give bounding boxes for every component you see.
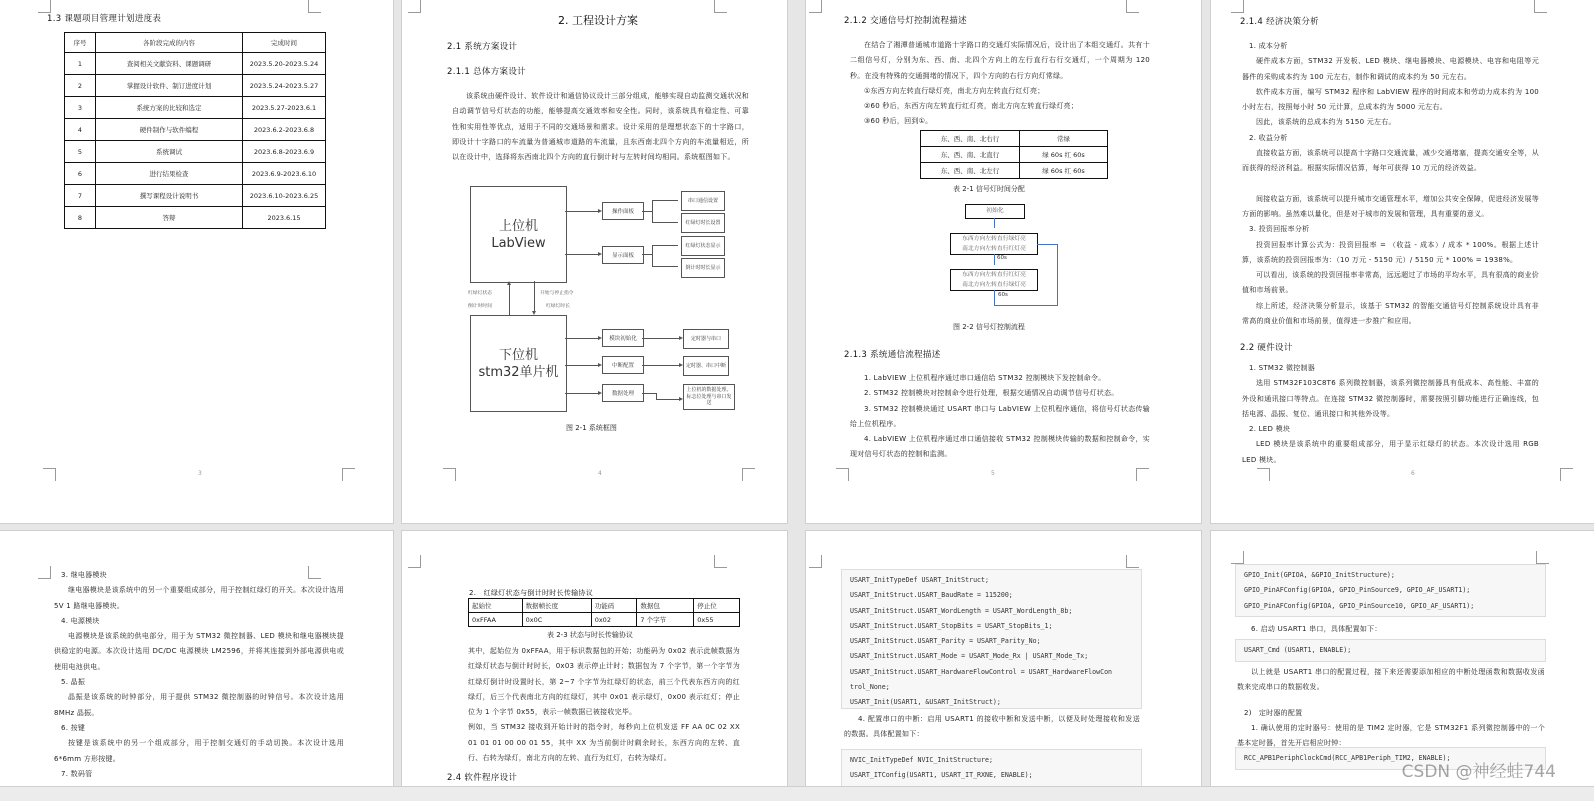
section-heading: 1.3 课题项目管理计划进度表 [47,14,162,24]
code-block-usart-cmd: USART_Cmd (USART1, ENABLE); [1235,639,1546,662]
arrow-down-icon [532,311,536,315]
connector-line [652,222,678,223]
margin-corner [1560,468,1573,481]
arrow-up-icon [507,281,511,285]
document-page-4 [1211,0,1594,523]
body-paragraph: 1. STM32 微控制器 选用 STM32F103C8T6 系列微控制器，该系列微控制器具有低成本、高性能、丰富的外设和通讯接口等特点。在连接 STM32 微控制器时，需要按照引脚功能进行正确连线，包括电源、晶振、复位、通讯接口和其他外设等。 2. LED 模块 LED 模块是该系统中的重要组成部分，用于显示红绿灯的状态。本次设计选用 RGB LED 模块。 [1242,364,1539,464]
margin-corner [1231,0,1244,13]
table-row: 东、西、南、北直行 绿 60s 红 60s [921,147,1108,163]
body-paragraph: 1. 成本分析 硬件成本方面，STM32 开发板、LED 模块、继电器模块、电源模块、电容和电阻等元器件的采购成本约为 100 元左右，制作和调试的成本约为 50 元左右。 软件成本方面，编写 STM32 程序和 LabVIEW 程序的时间成本和劳动力成本约为 100 小时左右，按照每小时 50 元计算，总成本约为 5000 元左右。 因此，该系统的总成本约为 5150 元左右。 2. 收益分析 直接收益方面，该系统可以提高十字路口交通流量，减少交通堵塞，提高交通安全等，从而获得的经济利益。根据实际情况估算，每年可获得 10 万元的经济效益。 间接收益方面，该系统可以提升城市交通管理水平，增加公共安全保障，促进经济发展等方面的影响。虽然难以量化，但是对于城市的发展和管理，具有重要的意义。 3. 投资回报率分析 投资回报率计算公式为：投资回报率 = （收益 - 成本）/ 成本 * 100%。根据上述计算，该系统的投资回报率为：（10 万元 - 5150 元）/ 5150 元 * 100% = 1938%。 可以看出，该系统的投资回报率非常高，远远超过了市场的平均水平，具有很高的商业价值和市场前景。 综上所述，经济决策分析显示，该基于 STM32 的智能交通信号灯控制系统设计具有非常高的商业价值和市场前景，值得进一步推广和应用。 [1242,42,1539,326]
code-block-rcc: RCC_APB1PeriphClockCmd(RCC_APB1Periph_TIM2, ENABLE); [1235,747,1546,770]
body-paragraph: 该系统由硬件设计、软件设计和通信协议设计三部分组成，能够实现自动监测交通状况和自动调节信号灯状态的功能，能够提高交通效率和安全性。同时，该系统具有稳定性、可靠性和实用性等优点，适用于不同的交通场景和需求。设计采用的是理想状态下的十字路口，即设计十字路口的车流量为普通城市道路的车流量，且东西南北四个方向的车流量相近，所以在设计中，选择将东西南北四个方向的直行倒计时与左转时间均相同。系统框图如下。 [452,92,749,162]
connector-line [652,245,653,267]
margin-corner [1231,551,1244,564]
table-row: 东、西、南、北左行 绿 60s 红 60s [921,163,1108,179]
connector-line [642,393,656,394]
code-block-nvic: NVIC_InitTypeDef NVIC_InitStructure; USART_ITConfig(USART1, USART_IT_RXNE, ENABLE); [841,749,1142,786]
schedule-table [64,32,326,229]
up-arrow-labels: 红绿灯状态 倒计时时间 [468,291,492,309]
watermark: CSDN @神经蛙744 [1401,762,1556,782]
leaf-box: 红绿灯状态显示 [681,236,725,256]
delay-label: 60s [998,292,1008,298]
document-page-3 [806,0,1201,523]
subsection-heading: 2.1.3 系统通信流程描述 [844,350,941,360]
document-page-5 [0,531,393,786]
connector-line [565,365,599,366]
module-box: 操作面板 [602,202,644,220]
document-page-1 [0,0,393,523]
flow-init-box: 初始化 [965,204,1025,219]
protocol-table [468,598,740,627]
body-paragraph: 3. 继电器模块 继电器模块是该系统中的另一个重要组成部分，用于控制红绿灯的开关。本次设计选用 5V 1 路继电器模块。 4. 电源模块 电源模块是该系统的供电部分，用于为 STM32 微控制器、LED 模块和继电器模块提供稳定的电源。本次设计选用 DC/DC 电源模块 LM2596，并将其连接到外部电源供电或使用电池供电。 5. 晶振 晶振是该系统的时钟部分，用于提供 STM32 微控制器的时钟信号。本次设计选用 8MHz 晶振。 6. 按键 按键是该系统中的另一个组成部分，用于控制交通灯的手动切换。本次设计选用 6*6mm 方形按键。 7. 数码管 [54,571,344,778]
connector-line [534,281,535,313]
margin-corner [809,555,822,568]
leaf-box: 定时器、串口中断 [683,356,729,376]
margin-corner [1136,468,1149,481]
connector-line [652,200,653,223]
table-caption: 表 2-1 信号灯时间分配 [953,185,1025,193]
page-number: 6 [1411,470,1415,477]
code-block-usart-init: USART_InitTypeDef USART_InitStruct; USART_InitStruct.USART_BaudRate = 115200; USART_InitStruct.USART_WordLength = USART_WordLength_8b; USART_InitStruct.USART_StopBits = USART_StopBits_1; USART_InitStruct.USART_Parity = USART_Parity_No; USART_InitStruct.USART_Mode = USART_Mode_Rx | USART_Mode_Tx; USART_InitStruct.USART_HardwareFlowControl = USART_HardwareFlowCon trol_None; USART_Init(USART1, &USART_InitStruct); [841,569,1142,709]
connector-line [565,254,599,255]
connector-line [642,254,652,255]
down-arrow-labels: 开始与停止指令 红绿灯时长 [540,291,574,309]
margin-corner [809,0,822,13]
module-box: 数据处理 [602,384,644,402]
document-page-6 [402,531,787,786]
body-paragraph: 4. 配置串口的中断：启用 USART1 的接收中断和发送中断，以便及时处理接收和发送的数据。具体配置如下： [844,715,1140,739]
margin-corner [1257,468,1270,481]
figure-caption: 图 2-2 信号灯控制流程 [953,323,1025,331]
bottom-scroll-area [0,786,1594,801]
code-block-gpio: GPIO_Init(GPIOA, &GPIO_InitStructure); GPIO_PinAFConfig(GPIOA, GPIO_PinSource9, GPIO_AF_USART1); GPIO_PinAFConfig(GPIOA, GPIO_PinSource10, GPIO_AF_USART1); [1235,564,1546,617]
delay-label: 60s [997,255,1007,261]
lower-computer-box: 下位机 stm32单片机 [470,315,567,412]
connector-line [642,211,652,212]
margin-corner [342,468,355,481]
table-row: 1 查阅相关文献资料、课题调研 2023.5.20-2023.5.24 [65,53,326,75]
connector-line [652,200,678,201]
margin-corner [408,0,421,13]
flow-line [1037,244,1058,245]
table-row: 2 掌握设计软件、制订进度计划 2023.5.24-2023.5.27 [65,75,326,97]
connector-line [565,338,599,339]
document-page-7 [806,531,1201,786]
connector-line [642,365,680,366]
connector-line [565,211,599,212]
flow-line [994,290,995,305]
flow-state-1-box: 东西方向左转直行绿灯亮 南北方向左转直行红灯亮 [950,233,1038,255]
leaf-box: 倒计时时长显示 [681,258,725,278]
document-page-8 [1211,531,1594,786]
upper-computer-box: 上位机 LabView [470,186,567,283]
body-paragraph: 1. LabVIEW 上位机程序通过串口通信给 STM32 控制模块下发控制命令。 2. STM32 控制模块对控制命令进行处理，根据交通情况自动调节信号灯状态。 3. STM32 控制模块通过 USART 串口与 LabVIEW 上位机程序通信，将信号灯状态传输给上位机程序。 4. LabVIEW 上位机程序通过串口通信接收 STM32 控制模块传输的数据和控制命令，实现对信号灯状态的控制和监测。 [850,374,1150,459]
table-row: 7 撰写课程设计说明书 2023.6.10-2023.6.25 [65,185,326,207]
table-caption: 表 2-3 状态与时长传输协议 [547,631,633,639]
module-box: 中断配置 [602,356,644,374]
margin-corner [308,0,321,13]
page-number: 3 [198,470,202,477]
leaf-box: 串口通信设置 [681,191,725,211]
margin-corner [408,555,421,568]
body-paragraph: 以上就是 USART1 串口的配置过程，接下来还需要添加相应的中断处理函数和数据收发函数来完成串口的数据收发。 2) 定时器的配置 1. 确认使用的定时器号：使用的是 TIM2 定时器，它是 STM32F1 系列微控制器中的一个基本定时器，首先开启相应时钟： [1237,668,1545,748]
table-row: 8 答辩 2023.6.15 [65,207,326,229]
section-heading: 2.2 硬件设计 [1240,343,1293,353]
margin-corner [742,468,755,481]
margin-corner [714,555,727,568]
table-row: 4 硬件制作与软件编程 2023.6.2-2023.6.8 [65,119,326,141]
document-page-2 [402,0,787,523]
margin-corner [836,468,849,481]
page-number: 5 [991,470,995,477]
leaf-box: 上位机的数据处理、标志位处理与串口发送 [683,384,735,410]
table-row: 3 系统方案的比较和选定 2023.5.27-2023.6.1 [65,97,326,119]
margin-corner [1126,0,1139,13]
chapter-title: 2. 工程设计方案 [558,14,638,27]
body-paragraph: 6. 启动 USART1 串口，具体配置如下： [1251,625,1382,633]
module-box: 显示面板 [602,246,644,264]
signal-time-table [920,130,1108,179]
flow-line [994,305,1058,306]
connector-line [656,399,680,400]
margin-corner [443,468,456,481]
table-row: 东、西、南、北右行 常绿 [921,131,1108,147]
body-paragraph: 其中，起始位为 0xFFAA，用于标识数据包的开始；功能码为 0x02 表示此帧数据为红绿灯状态与倒计时时长，0x03 表示停止计时；数据包为 7 个字节，第一个字节为红绿灯倒计时设置时长，第 2~7 个字节为红绿灯的状态，前三个代表东西方向的红绿灯，后三个代表南北方向的红绿灯，其中 0x01 表示绿灯，0x00 表示红灯；停止位为 1 个字节 0x55，表示一帧数据已被接收完毕。 例如，当 STM32 接收到开始计时的指令时，每秒向上位机发送 FF AA 0C 02 XX 01 01 01 00 00 01 55，其中 XX 为当前倒计时剩余时长，东西方向的左转、直行、右转为绿灯，南北方向的左转、直行为红灯，右转为绿灯。 [468,647,740,763]
margin-corner [38,566,51,579]
module-box: 模块初始化 [602,329,644,347]
connector-line [565,393,599,394]
table-row: 0xFFAA 0x0C 0x02 7 个字节 0x55 [469,613,740,627]
table-row: 5 系统调试 2023.6.8-2023.6.9 [65,141,326,163]
table-header-row: 起始位 数据帧长度 功能码 数据包 停止位 [469,599,740,613]
subsection-heading: 2.1.1 总体方案设计 [447,67,526,77]
margin-corner [714,0,727,13]
section-heading: 2.4 软件程序设计 [447,773,518,783]
table-header-row: 序号 各阶段完成的内容 完成时间 [65,33,326,53]
connector-line [652,266,678,267]
flow-state-2-box: 东西方向左转直行红灯亮 南北方向左转直行绿灯亮 [950,269,1038,291]
table-row: 6 进行结果检查 2023.6.9-2023.6.10 [65,163,326,185]
flow-line [994,254,995,265]
subsection-heading: 2. 红绿灯状态与倒计时时长传输协议 [469,589,594,597]
margin-corner [1126,555,1139,568]
connector-line [509,283,510,315]
flow-line [994,218,995,228]
connector-line [652,245,678,246]
connector-line [642,338,680,339]
section-heading: 2.1 系统方案设计 [447,42,518,52]
leaf-box: 定时器与串口 [683,329,729,349]
leaf-box: 红绿灯时长设置 [681,213,725,233]
figure-caption: 图 2-1 系统框图 [566,424,617,432]
margin-corner [43,468,56,481]
flow-line [1057,244,1058,306]
subsection-heading: 2.1.4 经济决策分析 [1240,17,1319,27]
subsection-heading: 2.1.2 交通信号灯控制流程描述 [844,16,967,26]
margin-corner [1536,551,1549,564]
body-paragraph: 在结合了湘潭普通城市道路十字路口的交通灯实际情况后，设计出了本组交通灯。共有十二组信号灯，分别为东、西、南、北四个方向上的左行直行右行交通灯，一个周期为 120 秒。在没有特殊的交通拥堵的情况下，四个方向的右行方向灯常绿。 ①东西方向左转直行绿灯亮，南北方向左转直行红灯亮； ②60 秒后，东西方向左转直行红灯亮，南北方向左转直行绿灯亮； ③60 秒后，回到①。 [850,41,1150,126]
page-number: 4 [598,470,602,477]
margin-corner [1534,0,1547,13]
